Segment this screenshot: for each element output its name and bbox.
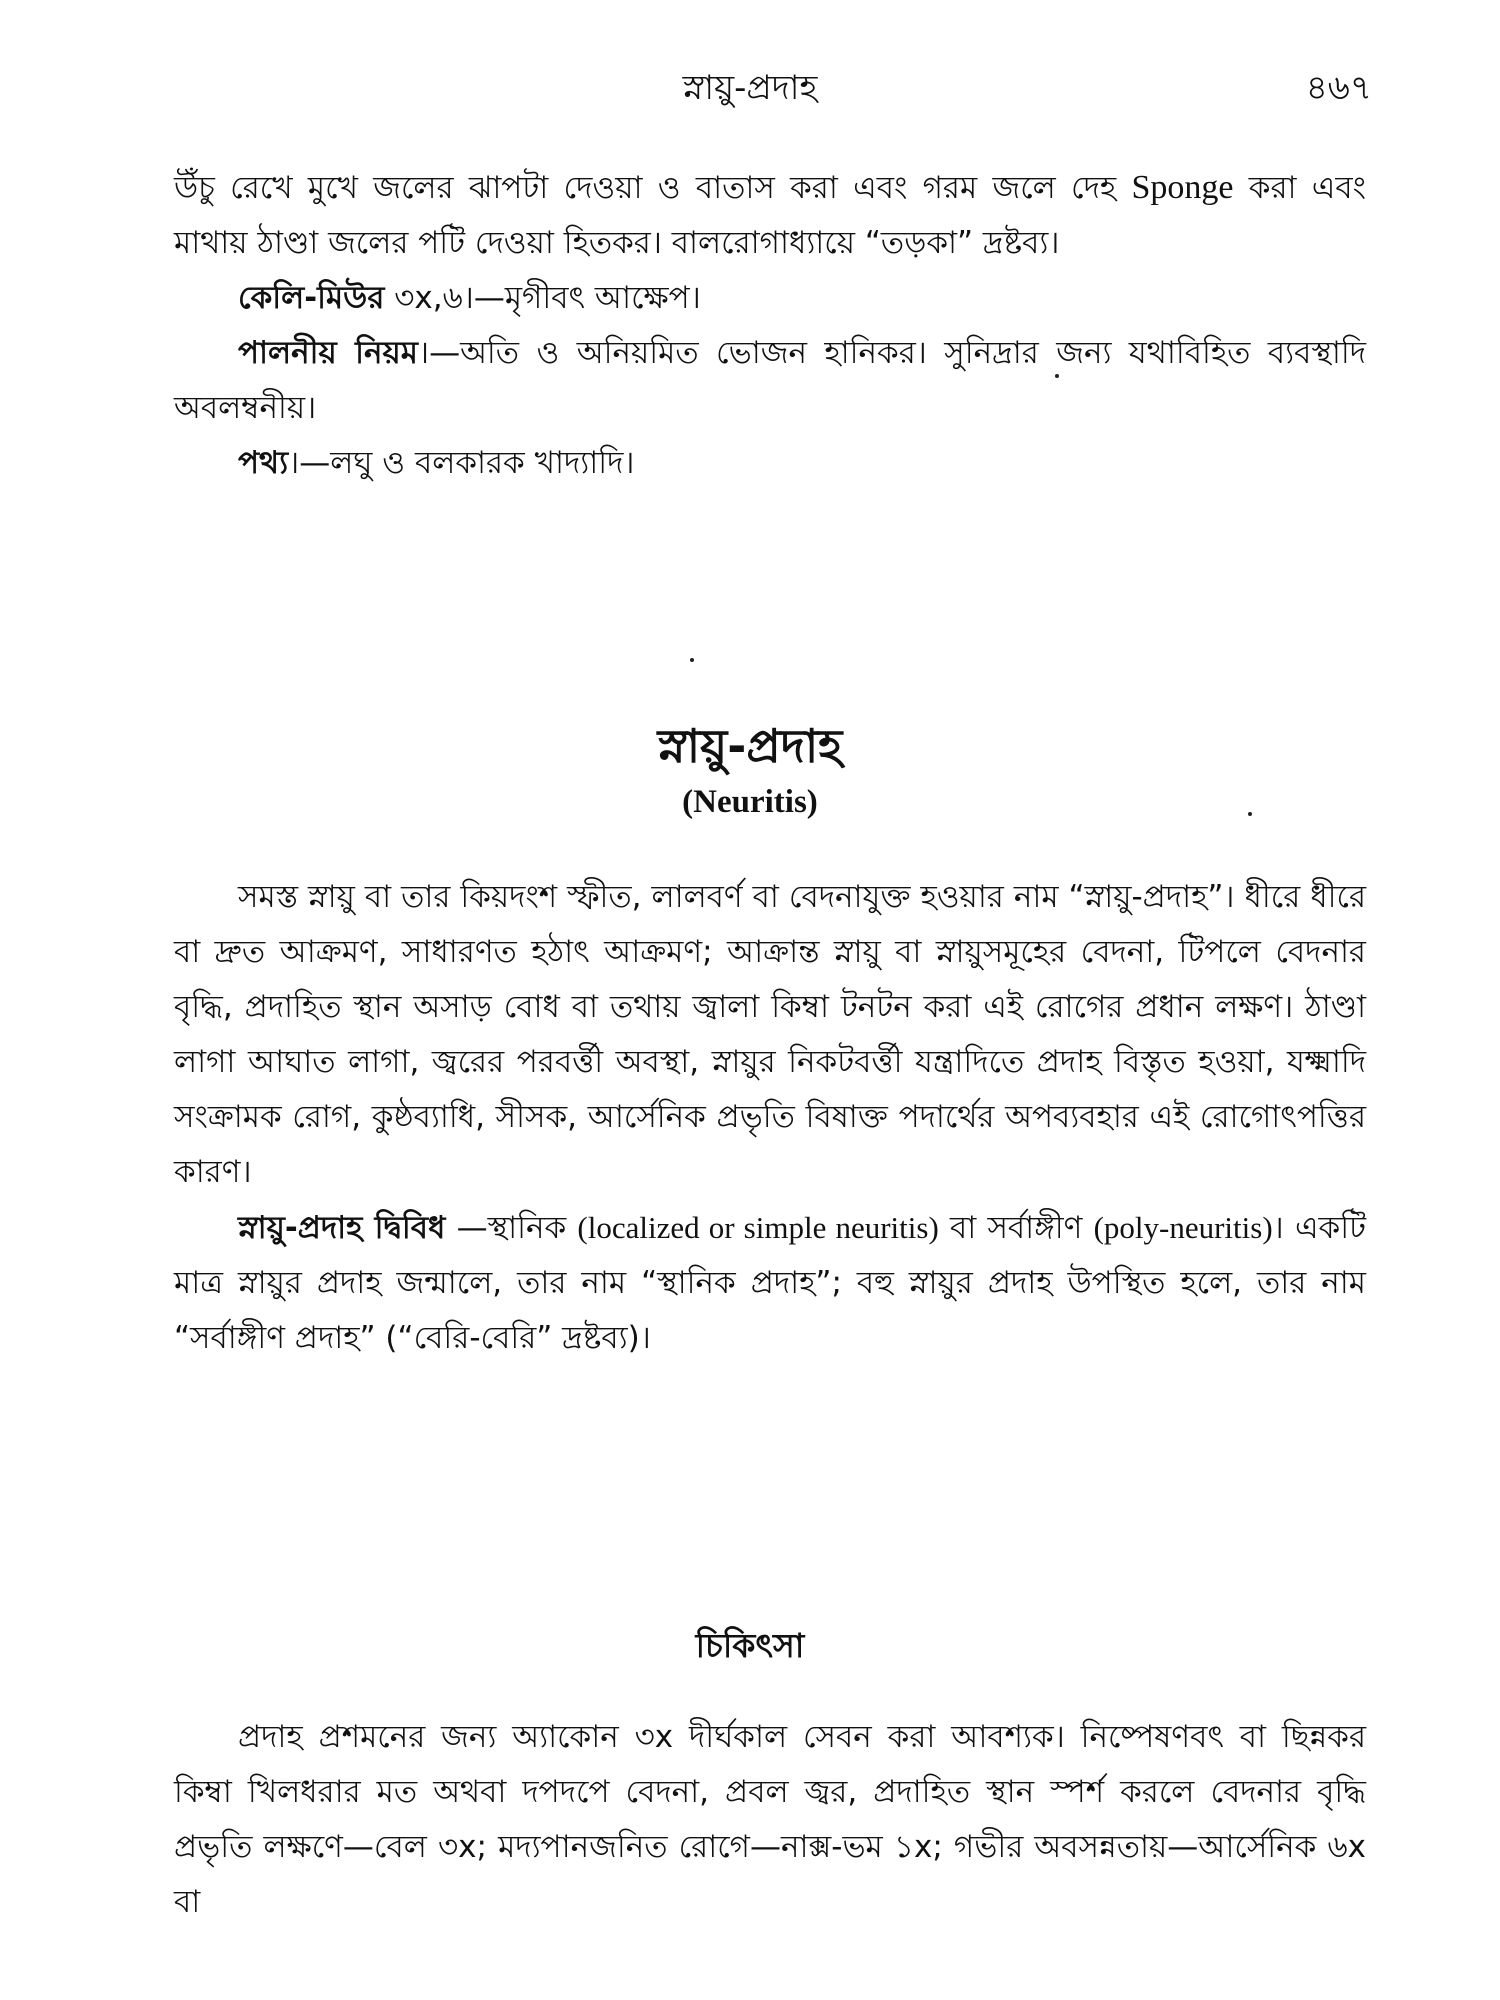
classification-paragraph: স্নায়ু-প্রদাহ দ্বিবিধ —স্থানিক (localized or simple neuritis) বা সর্বাঙ্গীণ (poly-neuritis)। একটি মাত্র স্নায়ুর প্রদাহ জন্মালে, তার নাম “স্থানিক প্রদাহ”; বহু স্নায়ুর প্রদাহ উপস্থিত হলে, তার নাম “সর্বাঙ্গীণ প্রদাহ” (“বেরি-বেরি” দ্রষ্টব্য)। [174,1210,1366,1356]
rules-label: পালনীয় নিয়ম [238,335,418,371]
diet-label: পথ্য [238,445,289,481]
section-title: স্নায়ু-প্রদাহ [657,719,843,773]
remedy-kali-mur: কেলি-মিউর ৩x,৬।—মৃগীবৎ আক্ষেপ। [238,280,701,316]
running-header-title: স্নায়ু-প্রদাহ [682,68,818,108]
print-speck [1055,374,1059,378]
sponge-term: Sponge [1131,169,1234,206]
classification-label: স্নায়ু-প্রদাহ দ্বিবিধ [238,1210,446,1246]
page-number: ৪৬৭ [1305,68,1372,108]
treatment-paragraph: প্রদাহ প্রশমনের জন্য অ্যাকোন ৩x দীর্ঘকাল সেবন করা আবশ্যক। নিষ্পেষণবৎ বা ছিন্নকর কিম্বা খিলধরার মত অথবা দপদপে বেদনা, প্রবল জ্বর, প্রদাহিত স্থান স্পর্শ করলে বেদনার বৃদ্ধি প্রভৃতি লক্ষণে—বেল ৩x; মদ্যপানজনিত রোগে—নাক্স-ভম ১x; গভীর অবসন্নতায়—আর্সেনিক ৬x বা [174,1719,1366,1920]
treatment-heading: চিকিৎসা [695,1626,805,1665]
treatment-body [174,1710,1366,1930]
definition-paragraph: সমস্ত স্নায়ু বা তার কিয়দংশ স্ফীত, লালবর্ণ বা বেদনাযুক্ত হওয়ার নাম “স্নায়ু-প্রদাহ”। ধীরে ধীরে বা দ্রুত আক্রমণ, সাধারণত হঠাৎ আক্রমণ; আক্রান্ত স্নায়ু বা স্নায়ুসমূহের বেদনা, টিপলে বেদনার বৃদ্ধি, প্রদাহিত স্থান অসাড় বোধ বা তথায় জ্বালা কিম্বা টনটন করা এই রোগের প্রধান লক্ষণ। ঠাণ্ডা লাগা আঘাত লাগা, জ্বরের পরবর্ত্তী অবস্থা, স্নায়ুর নিকটবর্ত্তী যন্ত্রাদিতে প্রদাহ বিস্তৃত হওয়া, যক্ষ্মাদি সংক্রামক রোগ, কুষ্ঠব্যাধি, সীসক, আর্সেনিক প্রভৃতি বিষাক্ত পদার্থের অপব্যবহার এই রোগোৎপত্তির কারণ। [174,879,1366,1190]
section-body [174,870,1366,1366]
diet-paragraph: পথ্য।—লঘু ও বলকারক খাদ্যাদি। [238,445,635,481]
print-speck [1248,812,1252,816]
print-speck [690,658,694,662]
remedy-name: কেলি-মিউর [238,280,385,316]
para-lead-word: উঁচু [174,170,215,206]
continued-paragraph: উঁচু রেখে মুখে জলের ঝাপটা দেওয়া ও বাতাস করা এবং গরম জলে দেহ Sponge করা এবং মাথায় ঠাণ্ডা জলের পটি দেওয়া হিতকর। বালরোগাধ্যায়ে “তড়কা” দ্রষ্টব্য। [174,169,1366,261]
top-continuation-block [174,160,1366,491]
section-subtitle: (Neuritis) [682,784,818,820]
rules-paragraph: পালনীয় নিয়ম।—অতি ও অনিয়মিত ভোজন হানিকর। সুনিদ্রার জন্য যথাবিহিত ব্যবস্থাদি অবলম্বনীয়। [174,335,1366,426]
